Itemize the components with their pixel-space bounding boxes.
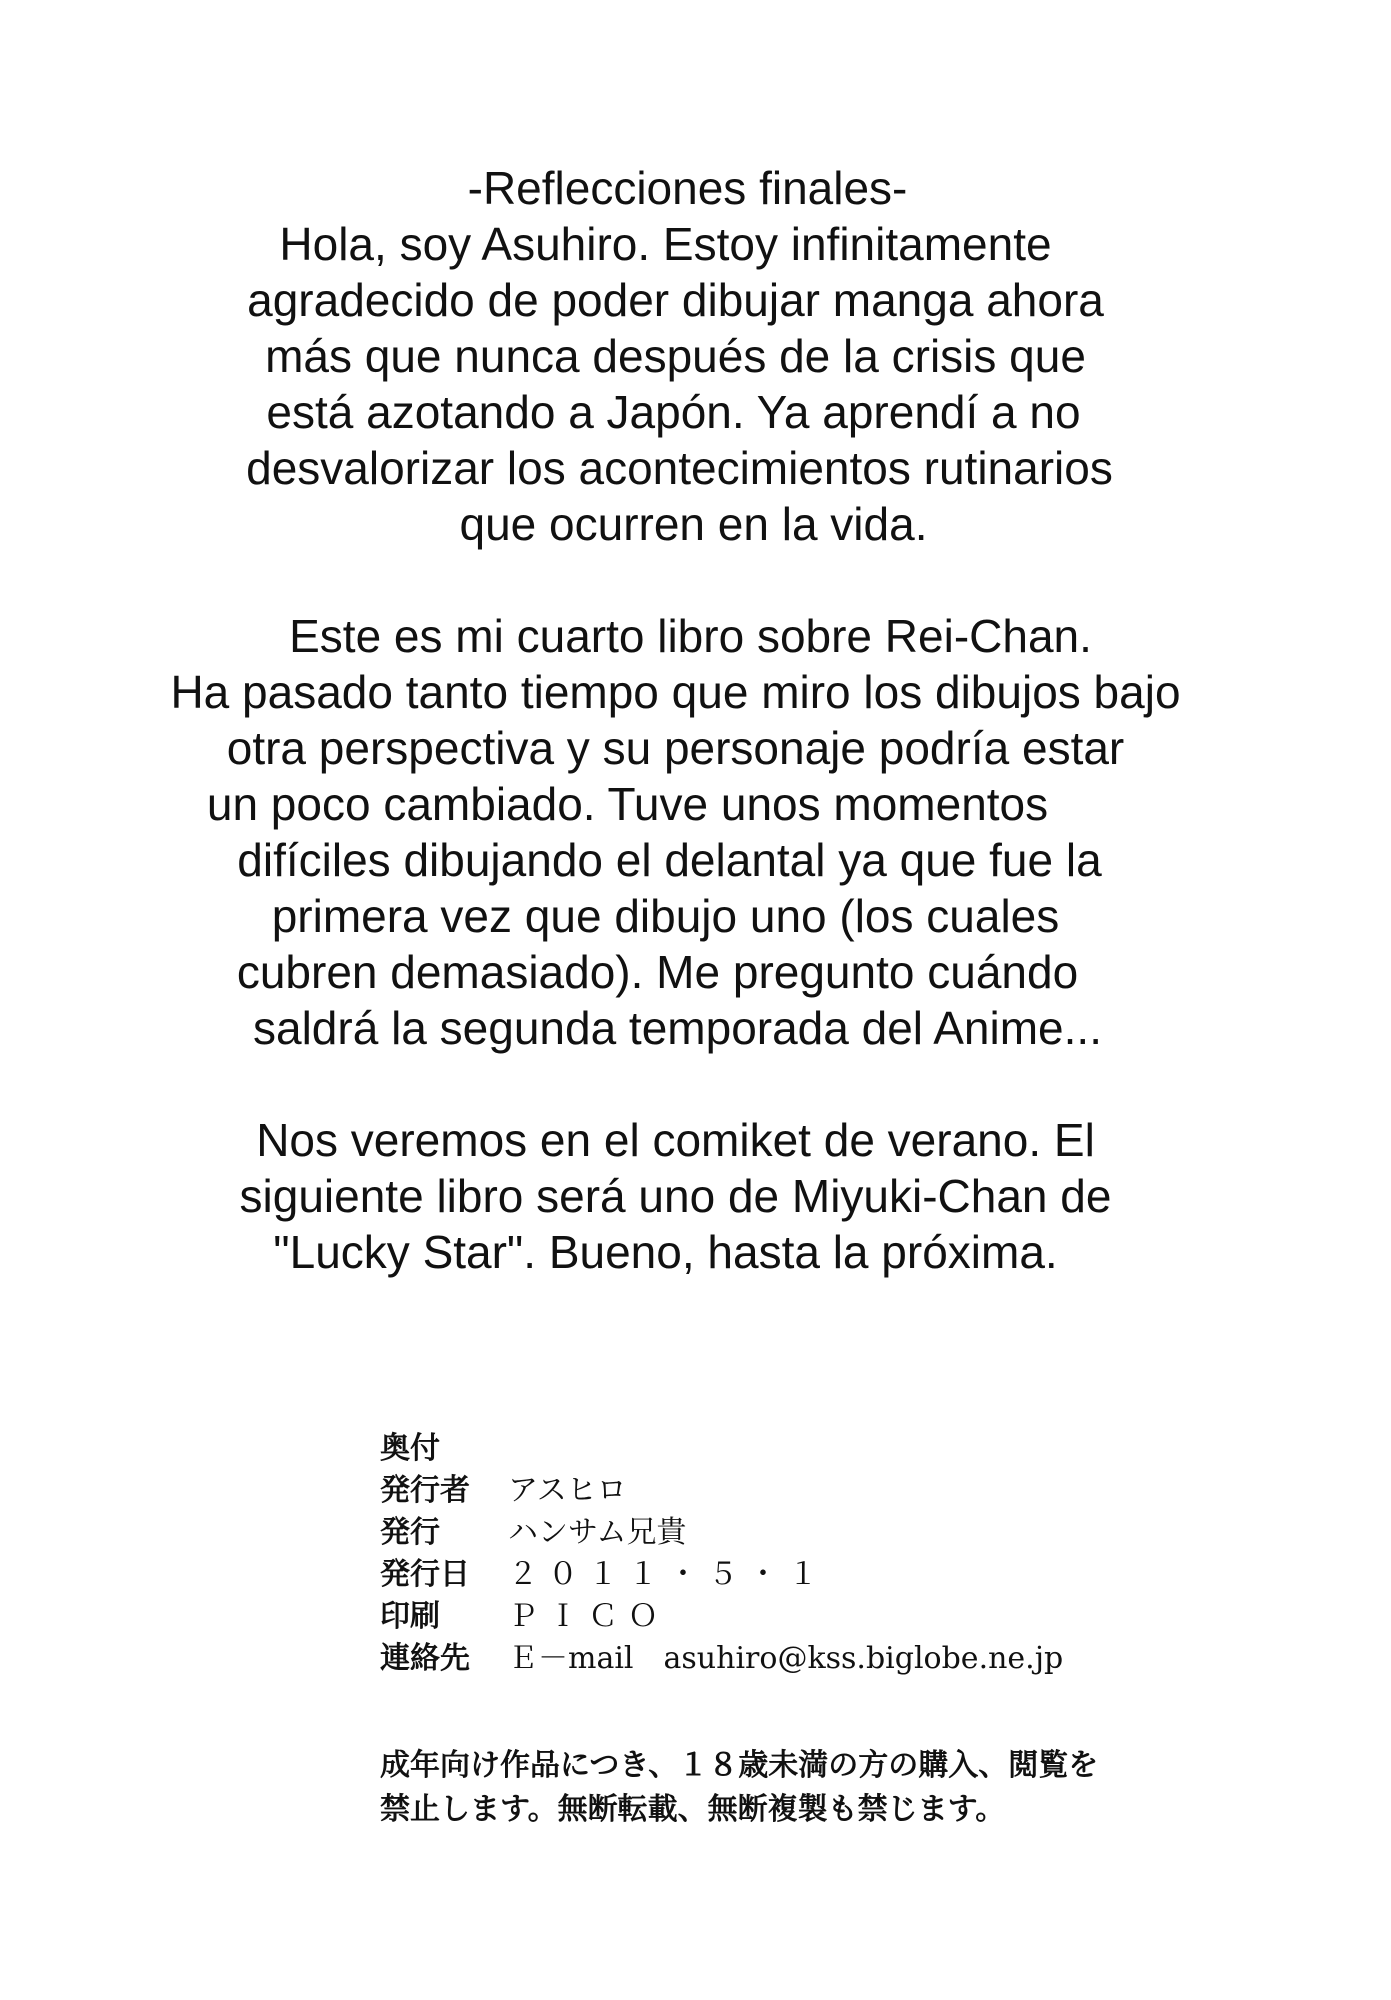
colophon-row-publisher bbox=[380, 1470, 1063, 1512]
afterword-heading: -Reflecciones finales- bbox=[467, 162, 908, 214]
paragraph2-line: difíciles dibujando el delantal ya que fue la bbox=[237, 834, 1102, 886]
colophon-label: 発行日 bbox=[380, 1557, 470, 1592]
colophon-label: 連絡先 bbox=[380, 1641, 470, 1676]
paragraph1-line: Hola, soy Asuhiro. Estoy infinitamente bbox=[279, 218, 1052, 270]
colophon-value: Ｅ－mail asuhiro@kss.biglobe.ne.jp bbox=[508, 1641, 1064, 1676]
age-restriction-notice bbox=[380, 1744, 1098, 1832]
colophon-value: ハンサム兄貴 bbox=[508, 1515, 687, 1550]
colophon-title-row bbox=[380, 1428, 1063, 1470]
colophon-value: ＰＩＣＯ bbox=[508, 1599, 668, 1634]
paragraph1-line: está azotando a Japón. Ya aprendí a no bbox=[266, 386, 1081, 438]
paragraph3-line: Nos veremos en el comiket de verano. El bbox=[256, 1114, 1095, 1166]
paragraph2-line: cubren demasiado). Me pregunto cuándo bbox=[236, 946, 1079, 998]
afterword-text bbox=[0, 160, 1391, 1280]
notice-line: 成年向け作品につき、１８歳未満の方の購入、閲覧を bbox=[380, 1748, 1099, 1783]
paragraph2-line: Este es mi cuarto libro sobre Rei-Chan. bbox=[289, 610, 1092, 662]
paragraph1-line: más que nunca después de la crisis que bbox=[265, 330, 1086, 382]
paragraph2-line: otra perspectiva y su personaje podría estar bbox=[226, 722, 1125, 774]
paragraph1-line: desvalorizar los acontecimientos rutinarios bbox=[246, 442, 1113, 494]
paragraph1-line: agradecido de poder dibujar manga ahora bbox=[247, 274, 1104, 326]
notice-line: 禁止します。無断転載、無断複製も禁じます。 bbox=[380, 1792, 1006, 1827]
colophon-label: 発行 bbox=[380, 1515, 440, 1550]
colophon-row-issuer bbox=[380, 1512, 1063, 1554]
paragraph2-line: un poco cambiado. Tuve unos momentos bbox=[206, 778, 1049, 830]
colophon-value: アスヒロ bbox=[508, 1473, 627, 1508]
colophon-value: ２０１１・５・１ bbox=[508, 1557, 828, 1592]
colophon-label: 発行者 bbox=[380, 1473, 470, 1508]
paragraph2-line: primera vez que dibujo uno (los cuales bbox=[271, 890, 1060, 942]
colophon bbox=[380, 1428, 1063, 1680]
paragraph2-line: saldrá la segunda temporada del Anime... bbox=[253, 1002, 1102, 1054]
colophon-title: 奥付 bbox=[380, 1431, 440, 1466]
paragraph3-line: "Lucky Star". Bueno, hasta la próxima. bbox=[273, 1226, 1058, 1278]
colophon-label: 印刷 bbox=[380, 1599, 440, 1634]
paragraph1-line: que ocurren en la vida. bbox=[459, 498, 928, 550]
colophon-row-printer bbox=[380, 1596, 1063, 1638]
paragraph2-line: Ha pasado tanto tiempo que miro los dibujos bajo bbox=[170, 666, 1181, 718]
colophon-row-date bbox=[380, 1554, 1063, 1596]
paragraph3-line: siguiente libro será uno de Miyuki-Chan de bbox=[239, 1170, 1112, 1222]
colophon-row-contact bbox=[380, 1638, 1063, 1680]
